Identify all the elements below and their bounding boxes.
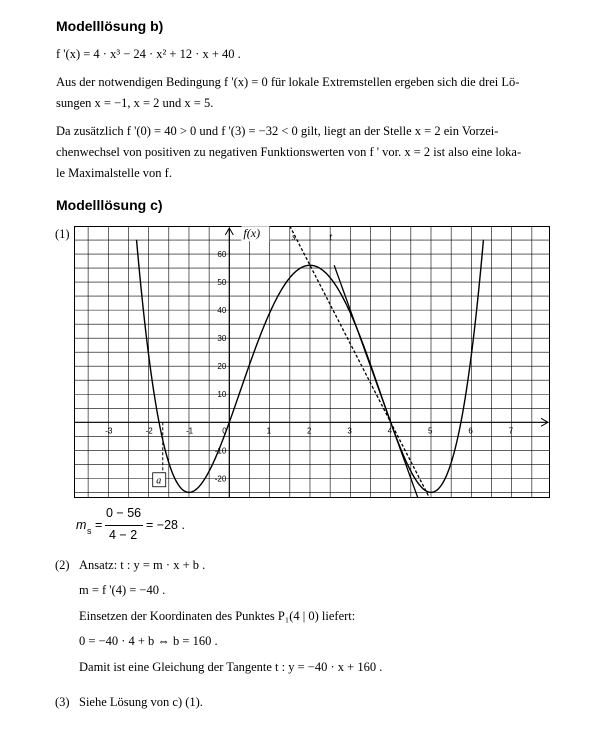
slope-formula bbox=[76, 506, 196, 548]
x-tick-label: 5 bbox=[428, 426, 433, 436]
y-tick-label: 60 bbox=[217, 250, 227, 260]
x-tick-label: 1 bbox=[266, 426, 272, 436]
x-tick-label: -3 bbox=[105, 426, 113, 436]
paragraph-1-line-1: Aus der notwendigen Bedingung f '(x) = 0 für lokale Extremstellen ergeben sich die drei Lö- bbox=[56, 75, 520, 89]
x-tick-label: -2 bbox=[145, 426, 153, 436]
x-tick-label: 3 bbox=[347, 426, 352, 436]
slope-result: = −28 . bbox=[146, 518, 185, 532]
paragraph-2-line-3: le Maximalstelle von f. bbox=[56, 166, 172, 180]
item-3-text: Siehe Lösung von c) (1). bbox=[79, 695, 203, 709]
y-tick-label: 30 bbox=[217, 334, 227, 344]
item-2-line-4: 0 = −40 · 4 + b ⇔ b = 160 . bbox=[79, 634, 218, 648]
x-tick-label: 0 bbox=[222, 426, 227, 436]
paragraph-2-line-1: Da zusätzlich f '(0) = 40 > 0 und f '(3) = −32 < 0 gilt, liegt an der Stelle x = 2 ein Vorzei- bbox=[56, 124, 499, 138]
item-2-line-3: Einsetzen der Koordinaten des Punktes P₁(4 | 0) liefert: bbox=[79, 609, 356, 623]
slope-label: m bbox=[76, 518, 87, 532]
fraction-bar bbox=[105, 525, 143, 526]
series-label-s: s bbox=[291, 232, 296, 244]
y-tick-label: -20 bbox=[214, 474, 227, 484]
paragraph-1-line-2: sungen x = −1, x = 2 und x = 5. bbox=[56, 96, 214, 110]
item-2-line-5: Damit ist eine Gleichung der Tangente t : y = −40 · x + 160 . bbox=[79, 660, 383, 674]
y-tick-label: 50 bbox=[217, 278, 227, 288]
graph-frame bbox=[75, 227, 550, 498]
series-label-t: t bbox=[329, 232, 333, 244]
x-tick-label: -1 bbox=[185, 426, 194, 436]
section-b-heading: Modelllösung b) bbox=[56, 18, 164, 34]
point-a-label: a bbox=[156, 475, 162, 487]
slope-denominator: 4 − 2 bbox=[109, 528, 138, 542]
item-2-number: (2) bbox=[55, 558, 70, 572]
slope-equals: = bbox=[95, 518, 103, 532]
slope-numerator: 0 − 56 bbox=[106, 506, 142, 520]
paragraph-2-line-2: chenwechsel von positiven zu negativen Funktionswerten von f ' vor. x = 2 ist also eine loka- bbox=[56, 145, 522, 159]
x-tick-label: 2 bbox=[306, 426, 312, 436]
derivative-formula: f '(x) = 4 · x³ − 24 · x² + 12 · x + 40 . bbox=[56, 47, 241, 61]
function-graph bbox=[74, 226, 550, 498]
y-tick-label: 10 bbox=[217, 390, 227, 400]
y-tick-label: 40 bbox=[217, 306, 227, 316]
item-2-line-1: Ansatz: t : y = m · x + b . bbox=[79, 558, 206, 572]
item-3-number: (3) bbox=[55, 695, 70, 709]
slope-subscript: s bbox=[87, 526, 92, 536]
item-2-line-2: m = f '(4) = −40 . bbox=[79, 583, 166, 597]
section-c-heading: Modelllösung c) bbox=[56, 197, 163, 213]
x-tick-label: 4 bbox=[387, 426, 393, 436]
x-tick-label: 6 bbox=[468, 426, 473, 436]
series-label-fx: f(x) bbox=[243, 226, 261, 241]
y-tick-label: 20 bbox=[217, 362, 227, 372]
y-tick-label: -10 bbox=[214, 446, 227, 456]
x-tick-label: 7 bbox=[508, 426, 514, 436]
item-1-number: (1) bbox=[55, 227, 70, 241]
